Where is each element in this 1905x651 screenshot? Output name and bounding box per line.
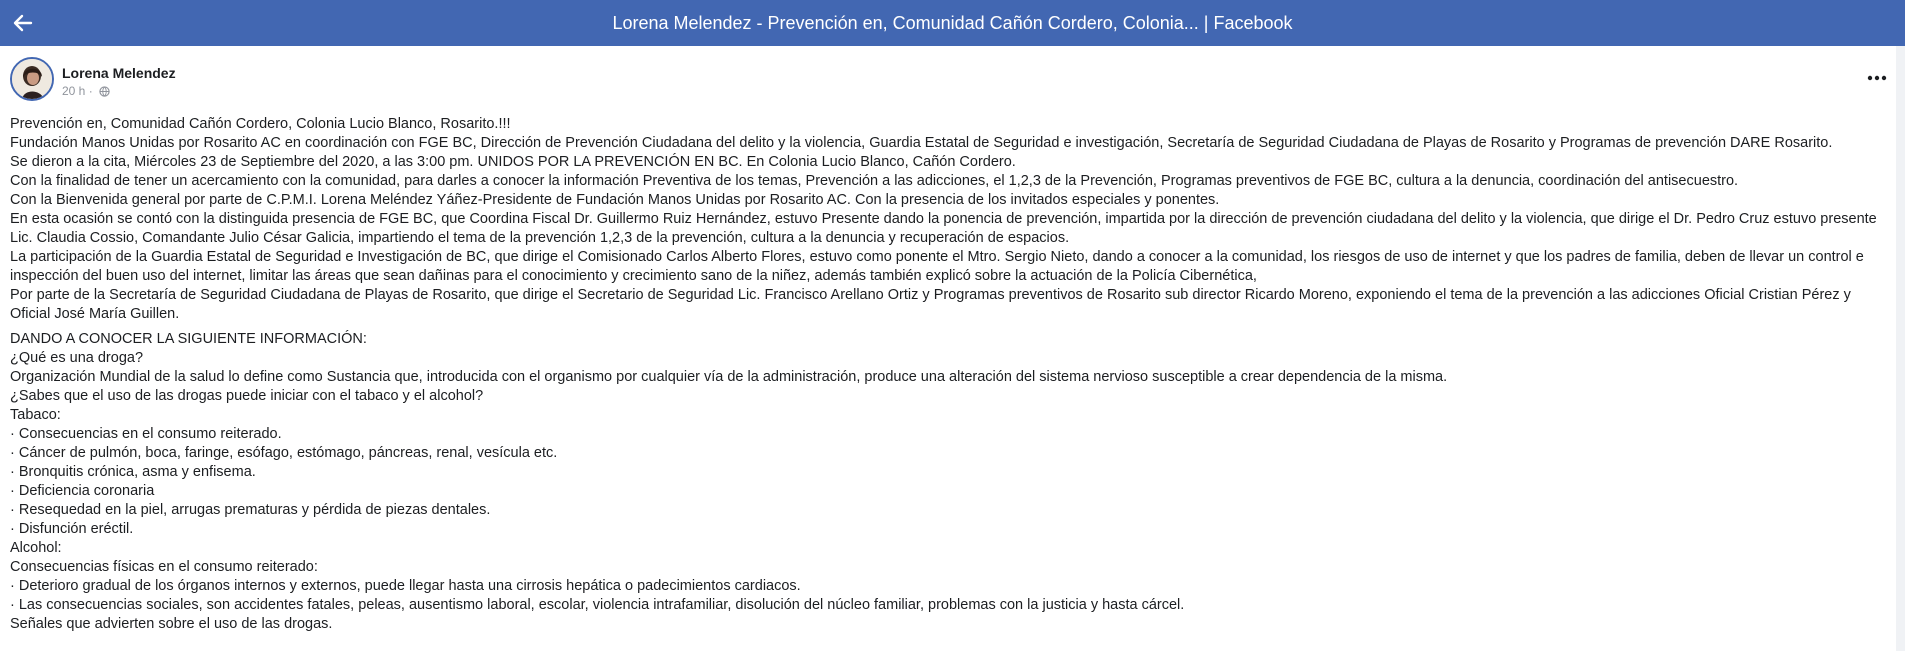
post-line: Fundación Manos Unidas por Rosarito AC en coordinación con FGE BC, Dirección de Prevención Ciudadana del delito y la violencia, Guardia Estatal de Seguridad e investigación, Secretaría de Seguridad Ciudadana de Playas de Rosarito y Programas de prevención DARE Rosarito. xyxy=(10,135,1833,151)
post-line: Con la finalidad de tener un acercamiento con la comunidad, para darles a conocer la información Preventiva de los temas, Prevención a las adicciones, el 1,2,3 de la Prevención, Programas preventivos de FGE BC, cultura a la denuncia, coordinación del antisecuestro. xyxy=(10,173,1739,189)
author-name[interactable]: Lorena Melendez xyxy=(62,65,176,81)
post-line: Tabaco: xyxy=(10,407,61,423)
post-line: Con la Bienvenida general por parte de C.P.M.I. Lorena Meléndez Yáñez-Presidente de Fundación Manos Unidas por Rosarito AC. Con la presencia de los invitados especiales y ponentes. xyxy=(10,192,1220,208)
scrollbar-track[interactable] xyxy=(1896,46,1905,651)
top-bar xyxy=(0,0,1905,46)
post-line: Consecuencias físicas en el consumo reiterado: xyxy=(10,559,318,575)
post-line: · Consecuencias en el consumo reiterado. xyxy=(10,426,282,442)
post-line: · Cáncer de pulmón, boca, faringe, esófago, estómago, páncreas, renal, vesícula etc. xyxy=(10,445,558,461)
post-meta xyxy=(62,84,110,98)
profile-photo xyxy=(12,59,52,99)
post-line: Señales que advierten sobre el uso de las drogas. xyxy=(10,616,333,632)
post-line: DANDO A CONOCER LA SIGUIENTE INFORMACIÓN: xyxy=(10,331,367,347)
post-line: · Bronquitis crónica, asma y enfisema. xyxy=(10,464,256,480)
post-line: Alcohol: xyxy=(10,540,62,556)
post-line: ¿Sabes que el uso de las drogas puede iniciar con el tabaco y el alcohol? xyxy=(10,388,484,404)
post-line: En esta ocasión se contó con la distinguida presencia de FGE BC, que Coordina Fiscal Dr. Guillermo Ruiz Hernández, estuvo Presente dando la ponencia de prevención, impartida por la dirección de prevención ciudadana del delito y la violencia, que dirige el Dr. Pedro Cruz estuvo presente Lic. Claudia Cossio, Comandante Julio César Galicia, impartiendo el tema de la prevención 1,2,3 de la prevención, cultura a la denuncia y recuperación de espacios. xyxy=(10,211,1877,246)
post-line: Prevención en, Comunidad Cañón Cordero, Colonia Lucio Blanco, Rosarito.!!! xyxy=(10,116,511,132)
post-line: · Deficiencia coronaria xyxy=(10,483,155,499)
post-line: · Las consecuencias sociales, son accidentes fatales, peleas, ausentismo laboral, escolar, violencia intrafamiliar, disolución del núcleo familiar, problemas con la justicia y hasta cárcel. xyxy=(10,597,1185,613)
post-line: Por parte de la Secretaría de Seguridad Ciudadana de Playas de Rosarito, que dirige el Secretario de Seguridad Lic. Francisco Arellano Ortiz y Programas preventivos de Rosarito sub director Ricardo Moreno, exponiendo el tema de la prevención a las adicciones Oficial Cristian Pérez y Oficial José María Guillen. xyxy=(10,287,1851,322)
post-paragraph-2 xyxy=(10,330,1890,634)
post-line: · Disfunción eréctil. xyxy=(10,521,134,537)
author-avatar[interactable] xyxy=(10,57,54,101)
post-line: ¿Qué es una droga? xyxy=(10,350,144,366)
more-horizontal-icon xyxy=(1867,75,1887,81)
more-options-button[interactable] xyxy=(1862,66,1892,90)
globe-icon xyxy=(99,86,110,97)
meta-separator: · xyxy=(85,84,97,98)
page-title: Lorena Melendez - Prevención en, Comunidad Cañón Cordero, Colonia... | Facebook xyxy=(612,13,1293,33)
post-line: · Deterioro gradual de los órganos internos y externos, puede llegar hasta una cirrosis hepática o padecimientos cardiacos. xyxy=(10,578,801,594)
post-text xyxy=(10,115,1890,634)
post-line: · Resequedad en la piel, arrugas prematuras y pérdida de piezas dentales. xyxy=(10,502,491,518)
post-line: La participación de la Guardia Estatal de Seguridad e Investigación de BC, que dirige el Comisionado Carlos Alberto Flores, estuvo como ponente el Mtro. Sergio Nieto, dando a conocer a la comunidad, los riesgos de uso de internet y que los padres de familia, deben de llevar un control e inspección del buen uso del internet, limitar las áreas que sean dañinas para el conocimiento y crecimiento sano de la niñez, además también explicó sobre la actuación de la Policía Cibernética, xyxy=(10,249,1864,284)
post-paragraph-1 xyxy=(10,115,1890,324)
post-line: Se dieron a la cita, Miércoles 23 de Septiembre del 2020, a las 3:00 pm. UNIDOS POR LA PREVENCIÓN EN BC. En Colonia Lucio Blanco, Cañón Cordero. xyxy=(10,154,1016,170)
post-time[interactable]: 20 h xyxy=(62,84,86,98)
post-line: Organización Mundial de la salud lo define como Sustancia que, introducida con el organismo por cualquier vía de la administración, produce una alteración del sistema nervioso susceptible a crear dependencia de la misma. xyxy=(10,369,1448,385)
